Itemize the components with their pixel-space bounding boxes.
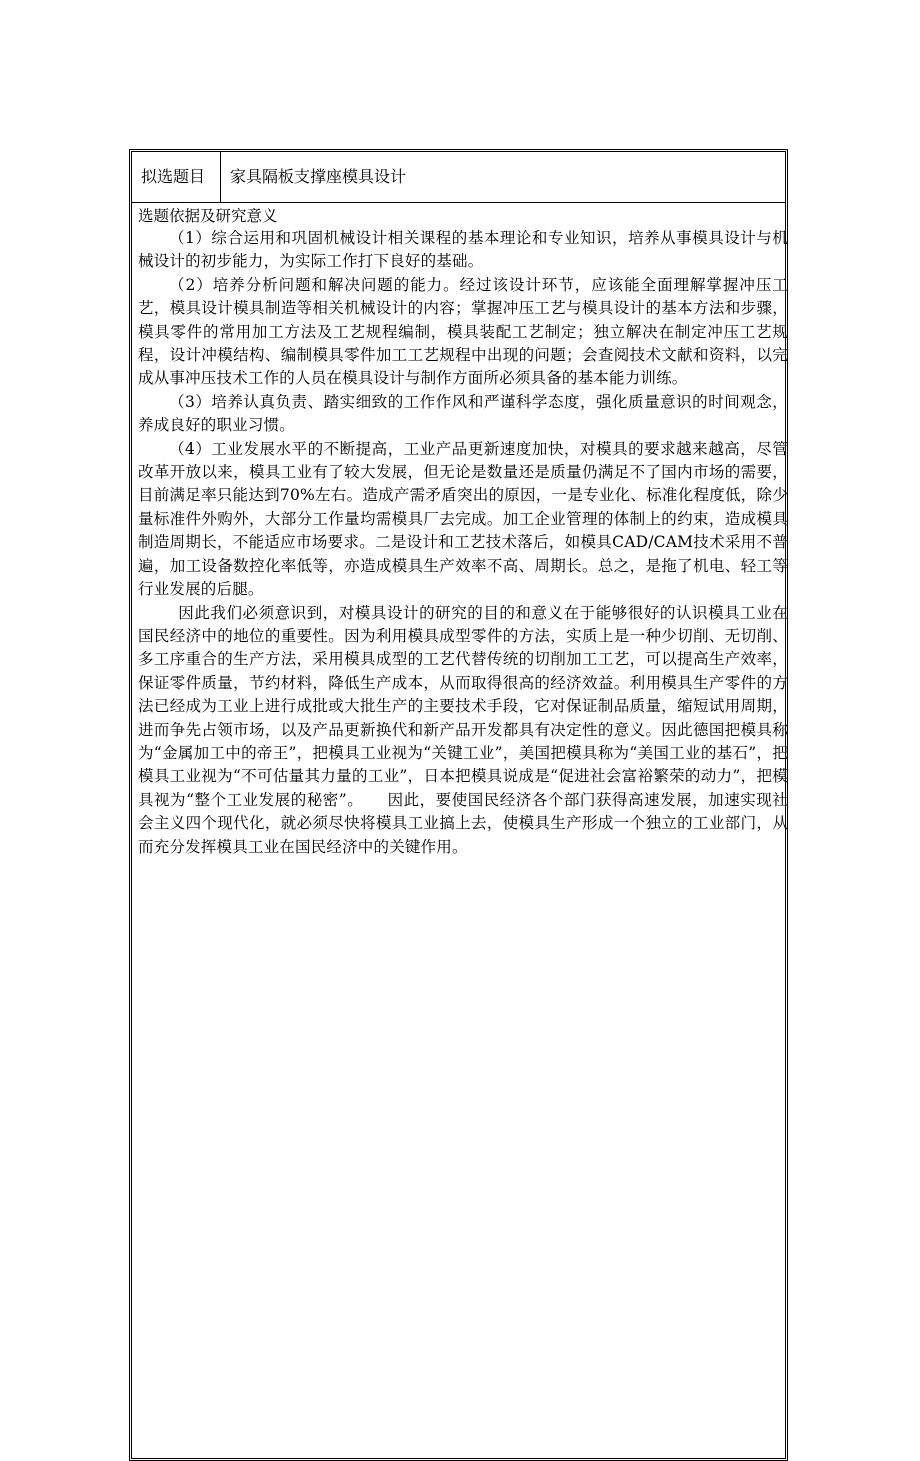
form-table-inner	[132, 152, 788, 1458]
paragraph-1: （1）综合运用和巩固机械设计相关课程的基本理论和专业知识，培养从事模具设计与机械设计的初步能力，为实际工作打下良好的基础。	[138, 229, 788, 271]
topic-value: 家具隔板支撑座模具设计	[230, 167, 407, 186]
topic-label: 拟选题目	[132, 152, 221, 202]
section-heading: 选题依据及研究意义	[138, 207, 278, 225]
paragraph-4: （4）工业发展水平的不断提高，工业产品更新速度加快，对模具的要求越来越高，尽管改革开放以来，模具工业有了较大发展，但无论是数量还是质量仍满足不了国内市场的需要，目前满足率只能达到70%左右。造成产需矛盾突出的原因，一是专业化、标准化程度低，除少量标准件外购外，大部分工作量均需模具厂去完成。加工企业管理的体制上的约束，造成模具制造周期长，不能适应市场要求。二是设计和工艺技术落后，如模具CAD/CAM技术采用不普遍，加工设备数控化率低等，亦造成模具生产效率不高、周期长。总之，是拖了机电、轻工等行业发展的后腿。	[138, 439, 788, 599]
paragraph-5: 因此我们必须意识到，对模具设计的研究的目的和意义在于能够很好的认识模具工业在国民经济中的地位的重要性。因为利用模具成型零件的方法，实质上是一种少切削、无切削、多工序重合的生产方法，采用模具成型的工艺代替传统的切削加工工艺，可以提高生产效率，保证零件质量，节约材料，降低生产成本，从而取得很高的经济效益。利用模具生产零件的方法已经成为工业上进行成批或大批生产的主要技术手段，它对保证制品质量，缩短试用周期，进而争先占领市场，以及产品更新换代和新产品开发都具有决定性的意义。因此德国把模具称为“金属加工中的帝王”，把模具工业视为“关键工业”，美国把模具称为“美国工业的基石”，把模具工业视为“不可估量其力量的工业”，日本把模具说成是“促进社会富裕繁荣的动力”，把模具视为“整个工业发展的秘密”。 因此，要使国民经济各个部门获得高速发展，加速实现社会主义四个现代化，就必须尽快将模具工业搞上去，使模具生产形成一个独立的工业部门，从而充分发挥模具工业在国民经济中的关键作用。	[138, 603, 788, 856]
topic-row	[132, 152, 785, 203]
rationale-cell	[138, 206, 788, 859]
paragraph-2: （2）培养分析问题和解决问题的能力。经过该设计环节，应该能全面理解掌握冲压工艺，模具设计模具制造等相关机械设计的内容；掌握冲压工艺与模具设计的基本方法和步骤，模具零件的常用加工方法及工艺规程编制，模具装配工艺制定；独立解决在制定冲压工艺规程，设计冲模结构、编制模具零件加工工艺规程中出现的问题；会查阅技术文献和资料，以完成从事冲压技术工作的人员在模具设计与制作方面所必须具备的基本能力训练。	[138, 275, 788, 388]
form-table	[129, 149, 788, 1461]
paragraph-3: （3）培养认真负责、踏实细致的工作作风和严谨科学态度，强化质量意识的时间观念，养成良好的职业习惯。	[138, 392, 788, 435]
